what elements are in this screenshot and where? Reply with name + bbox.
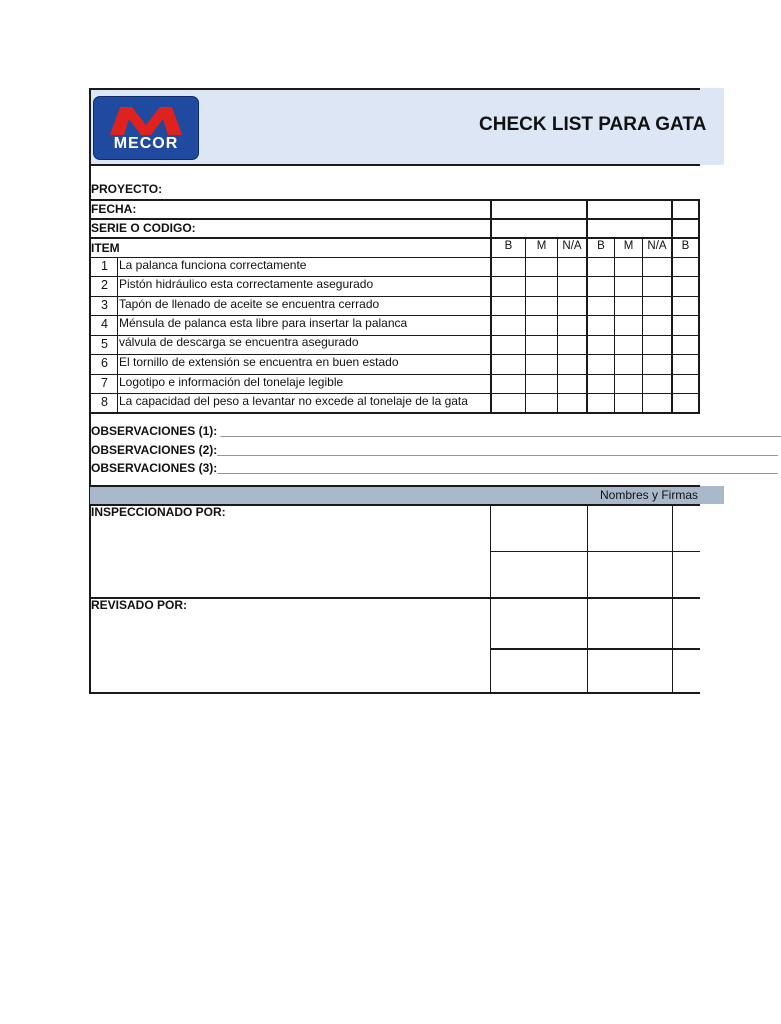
observation-2[interactable]: OBSERVACIONES (2):____________________________________________________________________________________ — [91, 443, 778, 457]
row-line — [89, 237, 700, 239]
item-text: válvula de descarga se encuentra asegurado — [119, 335, 359, 349]
item-text: La capacidad del peso a levantar no excede al tonelaje de la gata — [119, 394, 468, 408]
col-header-na: N/A — [647, 240, 667, 252]
proyecto-label: PROYECTO: — [91, 182, 163, 196]
item-number: 6 — [101, 356, 108, 370]
page-title: CHECK LIST PARA GATA — [479, 114, 707, 135]
item-label: ITEM — [91, 241, 120, 255]
reviewed-by-label: REVISADO POR: — [91, 598, 188, 612]
signatures-band-label: Nombres y Firmas — [600, 488, 699, 502]
item-number: 5 — [101, 337, 108, 351]
item-number: 4 — [101, 317, 108, 331]
observation-1[interactable]: OBSERVACIONES (1): ____________________________________________________________________________________ — [91, 424, 781, 438]
row-line — [89, 412, 700, 414]
grid-divider — [557, 237, 558, 413]
fecha-input-2[interactable] — [588, 201, 671, 218]
item-text: Pistón hidráulico esta correctamente asegurado — [119, 277, 374, 291]
grid-divider — [525, 237, 526, 413]
serie-label: SERIE O CODIGO: — [91, 221, 196, 235]
item-number: 7 — [101, 376, 108, 390]
col-header-b: B — [504, 240, 513, 252]
item-text: Ménsula de palanca esta libre para insertar la palanca — [119, 316, 408, 330]
header-bottom-border — [89, 164, 700, 166]
col-header-b: B — [681, 240, 690, 252]
item-number: 2 — [101, 278, 108, 292]
inspector-signature-box[interactable] — [492, 506, 587, 550]
item-text: Logotipo e información del tonelaje legible — [119, 375, 344, 389]
item-text: El tornillo de extensión se encuentra en buen estado — [119, 355, 399, 369]
serie-input-2[interactable] — [588, 220, 671, 237]
serie-input-1[interactable] — [492, 220, 586, 237]
header-top-border — [89, 88, 700, 90]
fecha-input-1[interactable] — [492, 201, 586, 218]
item-number: 8 — [101, 395, 108, 409]
logo-text: MECOR — [113, 135, 179, 152]
row-line — [491, 648, 700, 650]
grid-divider — [642, 237, 643, 413]
item-text: La palanca funciona correctamente — [119, 258, 307, 272]
grid-divider — [614, 237, 615, 413]
fecha-label: FECHA: — [91, 202, 137, 216]
col-header-na: N/A — [562, 240, 582, 252]
mecor-logo — [93, 96, 199, 160]
col-header-m: M — [536, 240, 547, 252]
item-number: 3 — [101, 298, 108, 312]
grid-divider — [671, 199, 673, 414]
reviewer-signature-box[interactable] — [492, 600, 587, 646]
row-line — [89, 485, 700, 487]
item-text: Tapón de llenado de aceite se encuentra cerrado — [119, 297, 380, 311]
row-line — [491, 551, 700, 552]
col-header-m: M — [623, 240, 634, 252]
observation-3[interactable]: OBSERVACIONES (3):____________________________________________________________________________________ — [91, 461, 778, 475]
inspected-by-label: INSPECCIONADO POR: — [91, 505, 226, 519]
item-number: 1 — [101, 259, 108, 273]
col-header-b: B — [597, 240, 605, 252]
form-bottom-border — [89, 692, 700, 694]
grid-divider — [698, 199, 700, 414]
